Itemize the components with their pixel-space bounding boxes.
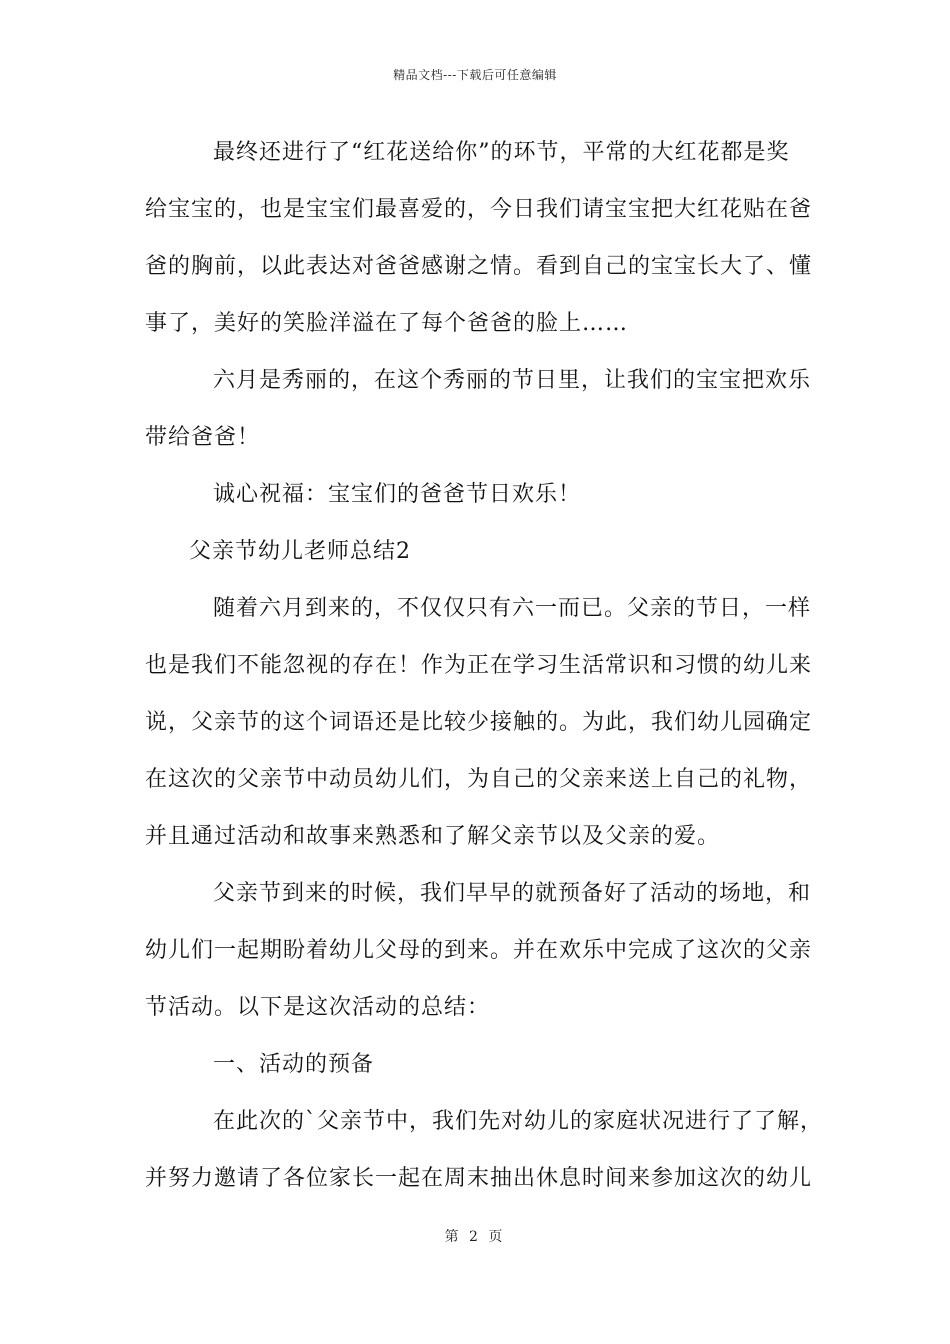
text-line: 事了，美好的笑脸洋溢在了每个爸爸的脸上…… [145, 311, 629, 336]
text-line: 并努力邀请了各位家长一起在周末抽出休息时间来参加这次的幼儿 [145, 1166, 813, 1191]
section-heading: 父亲节幼儿老师总结2 [189, 539, 411, 564]
text-line: 带给爸爸！ [145, 425, 261, 450]
text-line: 最终还进行了“红花送给你”的环节，平常的大红花都是奖 [213, 140, 790, 165]
subsection-heading: 一、活动的预备 [213, 1052, 375, 1077]
text-line: 在这次的父亲节中动员幼儿们，为自己的父亲来送上自己的礼物， [145, 767, 813, 792]
text-line: 节活动。以下是这次活动的总结： [145, 995, 491, 1020]
text-line: 六月是秀丽的，在这个秀丽的节日里，让我们的宝宝把欢乐 [213, 368, 812, 393]
text-line: 父亲节到来的时候，我们早早的就预备好了活动的场地，和 [213, 881, 812, 906]
page-number: 第 2 页 [444, 1229, 506, 1245]
text-line: 并且通过活动和故事来熟悉和了解父亲节以及父亲的爱。 [145, 824, 721, 849]
text-line: 爸的胸前，以此表达对爸爸感谢之情。看到自己的宝宝长大了、懂 [145, 254, 813, 279]
text-line: 随着六月到来的，不仅仅只有六一而已。父亲的节日，一样 [213, 596, 812, 621]
text-line: 诚心祝福：宝宝们的爸爸节日欢乐！ [213, 482, 582, 507]
text-line: 给宝宝的，也是宝宝们最喜爱的，今日我们请宝宝把大红花贴在爸 [145, 197, 813, 222]
text-line: 说，父亲节的这个词语还是比较少接触的。为此，我们幼儿园确定 [145, 710, 813, 735]
text-line: 幼儿们一起期盼着幼儿父母的到来。并在欢乐中完成了这次的父亲 [145, 938, 813, 963]
text-line: 在此次的`父亲节中，我们先对幼儿的家庭状况进行了了解， [213, 1109, 824, 1134]
page-header: 精品文档---下载后可任意编辑 [393, 68, 557, 82]
text-line: 也是我们不能忽视的存在！作为正在学习生活常识和习惯的幼儿来 [145, 653, 813, 678]
